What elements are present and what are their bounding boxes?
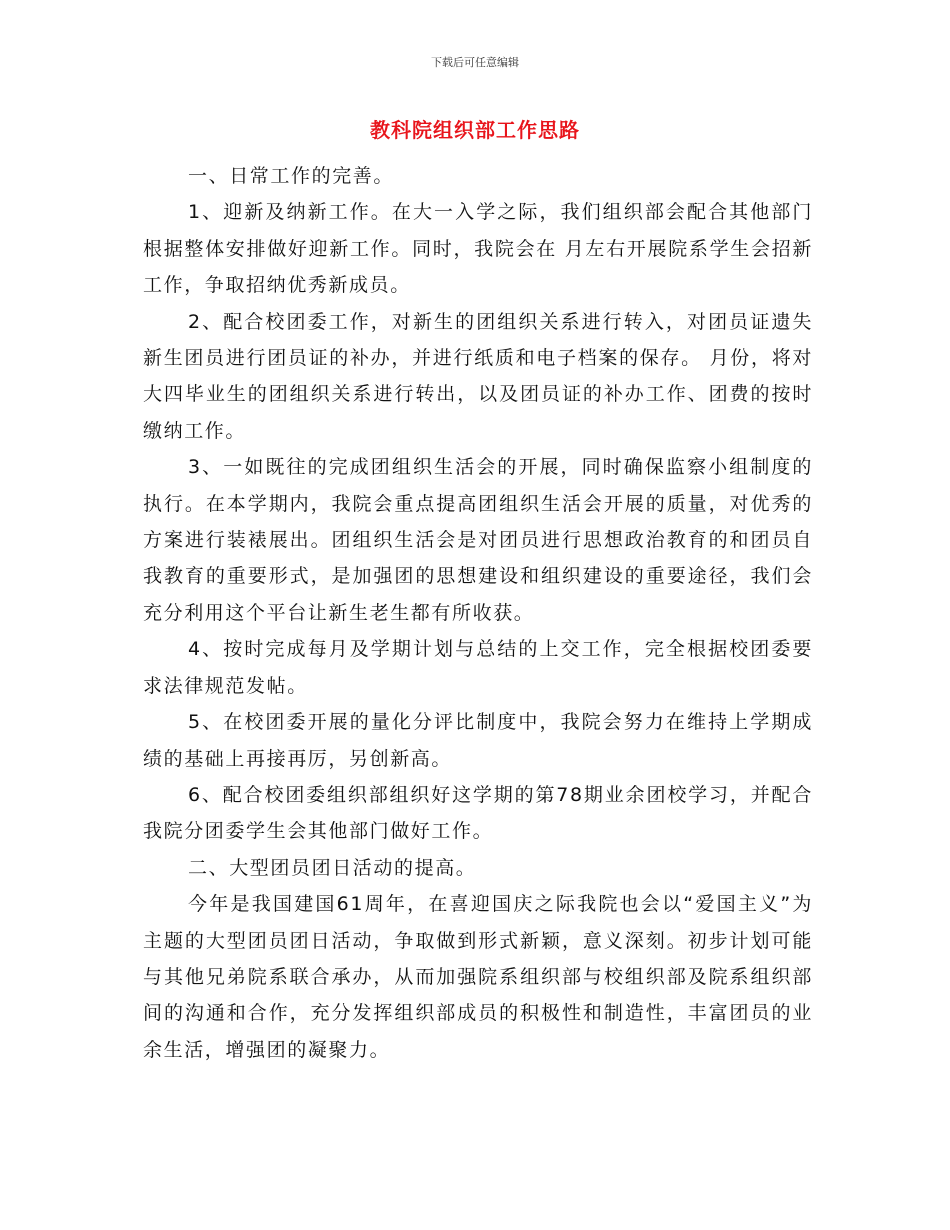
- paragraph-item-3: 3、一如既往的完成团组织生活会的开展，同时确保监察小组制度的执行。在本学期内，我院会重点提高团组织生活会开展的质量，对优秀的方案进行装裱展出。团组织生活会是对团员进行思想政治教育的和团员自我教育的重要形式，是加强团的思想建设和组织建设的重要途径，我们会充分利用这个平台让新生老生都有所收获。: [143, 456, 813, 624]
- paragraph-section-2-body: 今年是我国建国61周年，在喜迎国庆之际我院也会以“爱国主义”为主题的大型团员团日活动，争取做到形式新颖，意义深刻。初步计划可能与其他兄弟院系联合承办，从而加强院系组织部与校组织部及院系组织部间的沟通和合作，充分发挥组织部成员的积极性和制造性，丰富团员的业余生活，增强团的凝聚力。: [143, 893, 813, 1061]
- paragraph-item-1: 1、迎新及纳新工作。在大一入学之际，我们组织部会配合其他部门根据整体安排做好迎新工作。同时，我院会在 月左右开展院系学生会招新工作，争取招纳优秀新成员。: [143, 201, 813, 297]
- paragraph-section-1-heading: 一、日常工作的完善。: [188, 165, 395, 187]
- paragraph-item-5: 5、在校团委开展的量化分评比制度中，我院会努力在维持上学期成绩的基础上再接再厉，另创新高。: [143, 711, 813, 770]
- paragraph-item-4: 4、按时完成每月及学期计划与总结的上交工作，完全根据校团委要求法律规范发帖。: [143, 638, 813, 697]
- paragraph-item-2: 2、配合校团委工作，对新生的团组织关系进行转入，对团员证遗失新生团员进行团员证的补办，并进行纸质和电子档案的保存。 月份，将对大四毕业生的团组织关系进行转出，以及团员证的补办工作、团费的按时缴纳工作。: [143, 310, 813, 442]
- document-title: 教科院组织部工作思路: [370, 118, 580, 142]
- paragraph-section-2-heading: 二、大型团员团日活动的提高。: [188, 856, 477, 879]
- paragraph-item-6: 6、配合校团委组织部组织好这学期的第78期业余团校学习，并配合我院分团委学生会其他部门做好工作。: [143, 783, 813, 843]
- header-note: 下载后可任意编辑: [431, 56, 519, 69]
- document-body: [143, 158, 813, 1068]
